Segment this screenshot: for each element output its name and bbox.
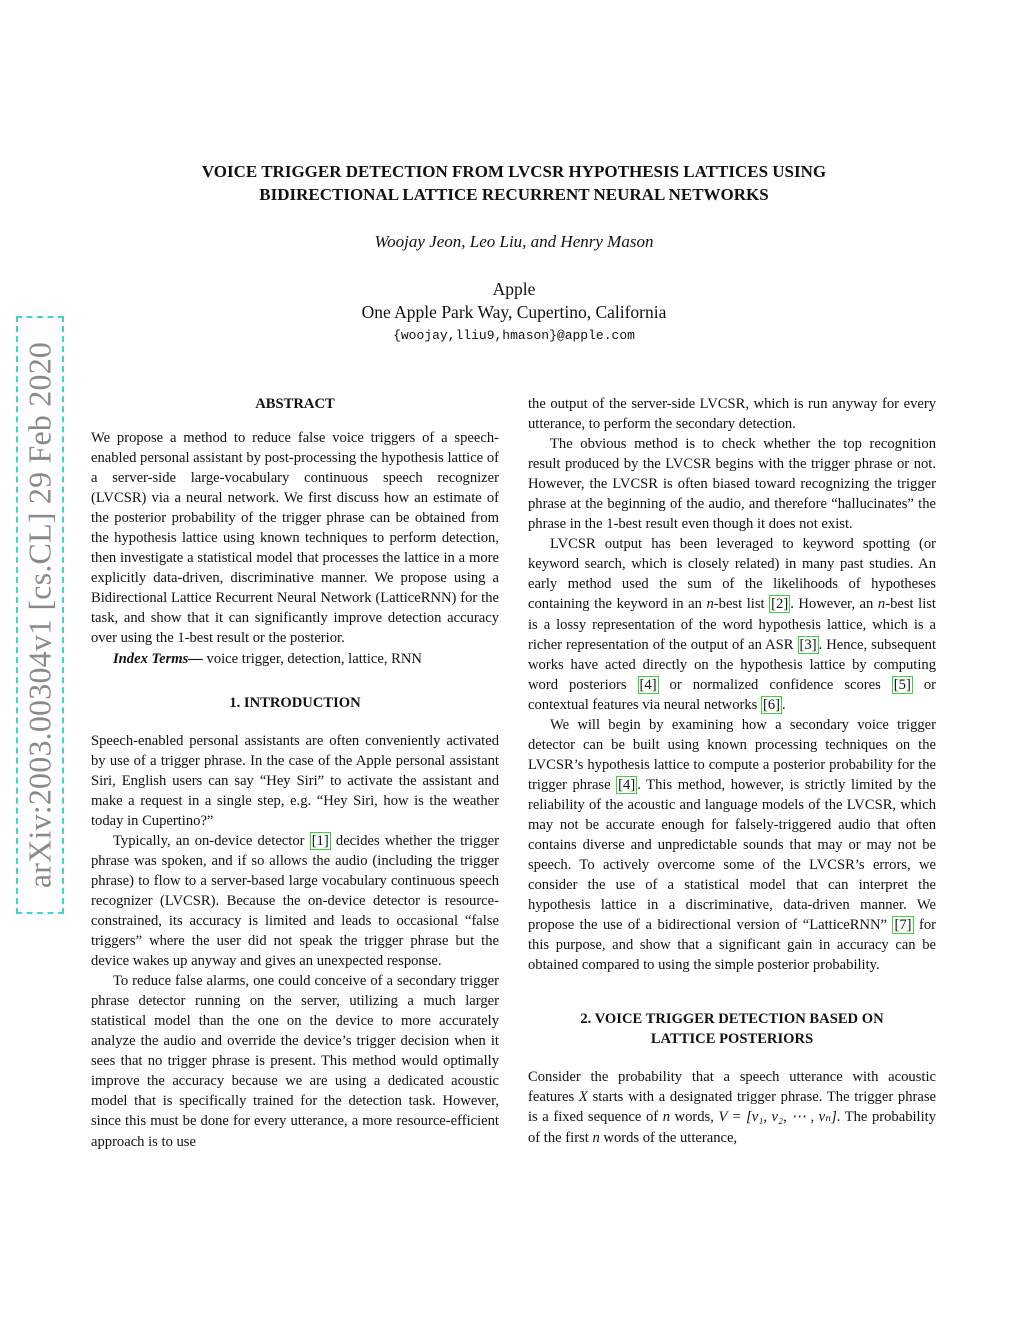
math-n: n [877,596,886,613]
citation-2[interactable]: [2] [771,596,789,613]
citation-4b[interactable]: [4] [618,776,636,793]
intro-p6-text-g: or contextual features via neural networks [528,676,936,713]
sec2-p1-text-c: words, [669,1109,719,1126]
math-n: n [662,1109,670,1126]
authors: Woojay Jeon, Leo Liu, and Henry Mason [374,232,654,251]
address: One Apple Park Way, Cupertino, California [361,302,667,322]
intro-paragraph-7 [528,715,936,976]
index-terms-label: Index Terms— [113,650,203,667]
sec2-p1-text-d: . The probability of the first [528,1109,937,1146]
abstract-text: We propose a method to reduce false voice triggers of a speech-enabled personal assistant by post-processing the hypothesis lattice of a server-side large-vocabulary continuous speech recognizer (LVCSR) via a neural network. We first discuss how an estimate of the posterior probability of the trigger phrase can be obtained from the hypothesis lattice using known techniques to perform detection, then investigate a statistical model that processes the lattice in a more explicitly data-driven, discriminative manner. We propose using a Bidirectional Lattice Recurrent Neural Network (LatticeRNN) for the task, and show that it can significantly improve detection accuracy over using the 1-best result or the posterior. [91,430,499,647]
citation-5[interactable]: [5] [893,676,911,693]
intro-paragraph-6 [528,534,936,714]
math-X: X [578,1089,588,1106]
citation-4[interactable]: [4] [639,676,657,693]
citation-1[interactable]: [1] [311,832,329,849]
section-1-heading: 1. INTRODUCTION [229,694,361,711]
intro-p6-text-a: LVCSR output has been leveraged to keyword spotting (or keyword search, which is closely related) in many past studies. An early method used the sum of the likelihoods of hypotheses containing the keyword in an [528,536,936,613]
math-n: n [592,1129,600,1146]
intro-paragraph-4: the output of the server-side LVCSR, which is run anyway for every utterance, to perform the secondary detection. [528,396,936,433]
intro-p2-text-b: decides whether the trigger phrase was spoken, and if so allows the audio (including the trigger phrase) to flow to a server-based large vocabulary continuous speech recognizer (LVCSR). Because the on-device detector is resource-constrained, its accuracy is limited and leads to occasional “false triggers” where the user did not speak the trigger phrase but the device wakes up anyway and gives an unexpected response. [91,832,499,970]
intro-p6-text-h: . [782,696,786,713]
arxiv-stamp-text: arXiv:2003.00304v1 [cs.CL] 29 Feb 2020 [21,341,58,889]
intro-p7-text-b: . This method, however, is strictly limited by the reliability of the acoustic and language models of the LVCSR, which may not be accurate enough for falsely-triggered audio that often contains diverse and unpredictable sounds that may or may not be speech. To actively overcome some of the LVCSR’s errors, we consider the use of a statistical model that can interpret the hypothesis lattice in a discriminative, data-driven manner. We propose the use of a bidirectional version of “LatticeRNN” [528,776,936,934]
intro-p6-text-c: . However, an [790,596,878,613]
section-2-heading-line-2: LATTICE POSTERIORS [650,1031,814,1048]
intro-paragraph-3: To reduce false alarms, one could conceive of a secondary trigger phrase detector running on the server, utilizing a much larger statistical model than the one on the device to more accurately analyze the audio and override the device’s trigger decision when it sees that no trigger phrase is present. This method would optimally improve the accuracy because we are using a dedicated acoustic model that is specifically trained for the detection task. However, since this must be done for every utterance, a more resource-efficient approach is to use [91,973,499,1150]
citation-7[interactable]: [7] [894,917,912,934]
citation-6[interactable]: [6] [763,696,781,713]
sec2-p1-text-b: starts with a designated trigger phrase. The trigger phrase is a fixed sequence of [528,1089,936,1126]
index-terms-text: voice trigger, detection, lattice, RNN [206,650,422,667]
section-2-heading-line-1: 2. VOICE TRIGGER DETECTION BASED ON [580,1011,884,1028]
arxiv-stamp[interactable] [16,316,64,914]
intro-p6-text-e: . Hence, subsequent works have acted directly on the hypothesis lattice by computing word posteriors [528,636,937,693]
affiliation-block [90,278,938,347]
intro-p6-text-d: -best list is a lossy representation of the word hypothesis lattice, which is a richer representation of the output of an ASR [528,596,936,653]
affiliation: Apple [492,279,536,299]
intro-p7-text-c: for this purpose, and show that a significant gain in accuracy can be obtained compared to using the simple posterior probability. [528,917,936,974]
paper-title [90,160,938,206]
abstract-heading: ABSTRACT [255,396,335,412]
section-2-heading [528,1009,936,1049]
citation-3[interactable]: [3] [799,636,817,653]
email: {woojay,lliu9,hmason}@apple.com [393,328,635,343]
intro-paragraph-5: The obvious method is to check whether the top recognition result produced by the LVCSR begins with the trigger phrase or not. However, the LVCSR is often biased toward recognizing the trigger phrase at the beginning of the audio, and therefore “hallucinates” the phrase in the 1-best result even though it does not exist. [528,436,936,533]
intro-p2-text-a: Typically, an on-device detector [113,832,310,849]
intro-p6-text-b: -best list [713,596,770,613]
math-V: V = [v₁, v₂, ⋯ , vₙ] [718,1109,837,1126]
sec2-p1-text-a: Consider the probability that a speech utterance with acoustic features [528,1069,936,1106]
left-column [91,394,499,1152]
intro-p7-text-a: We will begin by examining how a secondary voice trigger detector can be built using known processing techniques on the LVCSR’s hypothesis lattice to compute a posterior probability for the trigger phrase [528,716,936,793]
index-terms [91,649,499,669]
intro-paragraph-2 [91,831,499,971]
intro-paragraph-1: Speech-enabled personal assistants are often conveniently activated by use of a trigger phrase. In the case of the Apple personal assistant Siri, English users can say “Hey Siri” to activate the assistant and make a request in a single step, e.g. “Hey Siri, how is the weather today in Cupertino?” [91,732,499,829]
section-2-paragraph-1 [528,1067,936,1147]
intro-p6-text-f: or normalized confidence scores [658,676,892,693]
title-line-1: VOICE TRIGGER DETECTION FROM LVCSR HYPOTHESIS LATTICES USING [201,162,827,181]
right-column [528,394,936,1148]
title-line-2: BIDIRECTIONAL LATTICE RECURRENT NEURAL NETWORKS [259,185,769,204]
sec2-p1-text-e: words of the utterance, [599,1129,738,1146]
math-n: n [706,596,714,613]
